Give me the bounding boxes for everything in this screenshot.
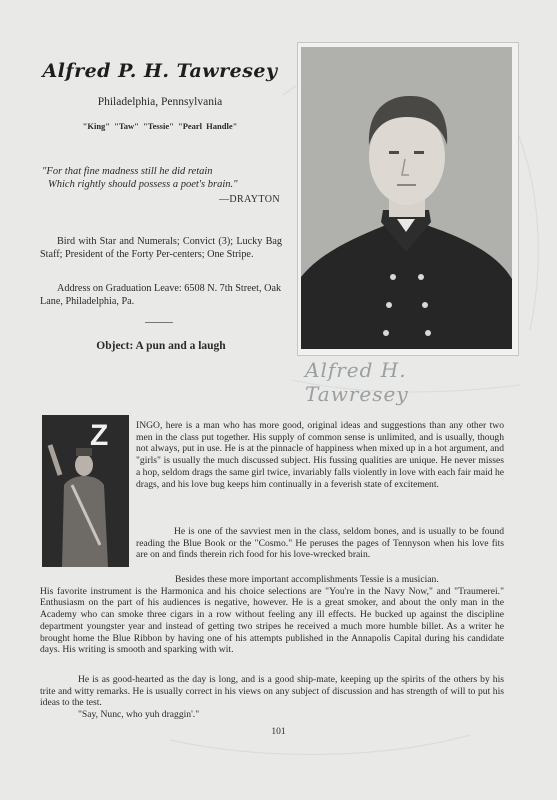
biography-paragraph-3: [40, 574, 504, 656]
paragraph-3-lead: Besides these more important accomplishments Tessie is a musician.: [175, 574, 439, 585]
paragraph-3-body: His favorite instrument is the Harmonica and his choice selections are "You're in the Navy Now," and "Traumerei." Enthusiasm on the part of his audiences is negative, however. He is a great smoker, and about the only man in the Academy who can smoke three cigars in a row without feeling any ill effects. He bucked up against the discipline department youngster year and instead of getting two stripes he received a much more humble billet. As a writer he brought home the Blue Ribbon by having one of his attempts published in the Annapolis Capital during his candidate days. His writing is smooth and sparking with wit.: [40, 585, 504, 656]
signature: Alfred H. Tawresey: [305, 358, 409, 406]
biography-paragraph-4: He is as good-hearted as the day is long, and is a good ship-mate, keeping up the spirits of the others by his trite and witty remarks. He is usually correct in his views on any subject of discussion and has strength of will to put his ideas to the test.: [40, 674, 504, 709]
graduation-address: Address on Graduation Leave: 6508 N. 7th Street, Oak Lane, Philadelphia, Pa.: [40, 283, 282, 307]
portrait-photo: [301, 47, 512, 349]
drop-cap: Z: [90, 419, 109, 452]
biography-paragraph-2: He is one of the savviest men in the class, seldom bones, and is usually to be found reading the Blue Book or the "Cosmo." He peruses the pages of Tennyson when his love fits are on and finds therein rich food for his love-wrecked brain.: [136, 526, 504, 561]
quote-author: —DRAYTON: [219, 194, 280, 205]
hometown: Philadelphia, Pennsylvania: [97, 96, 223, 108]
object-line: Object: A pun and a laugh: [96, 340, 226, 352]
divider-rule: [145, 322, 173, 323]
page-number: 101: [271, 727, 286, 737]
biography-paragraph-1: INGO, here is a man who has more good, original ideas and suggestions than any other two men in the class put together. His supply of common sense is unlimited, and is usually, though not always, put in use. He is at the pinnacle of happiness when mixed up in a hot argument, and "girls" is usually the much discussed subject. His fussing qualities are unique. He never misses a hop, seldom drags the same girl twice, invariably falls violently in love with each fair maid he drags, and his love bug keeps him continually in a feverish state of excitement.: [136, 420, 504, 490]
honors-list: Bird with Star and Numerals; Convict (3); Lucky Bag Staff; President of the Forty Per-centers; One Stripe.: [40, 236, 282, 260]
closing-quote: "Say, Nunc, who yuh draggin'.": [78, 709, 200, 720]
candid-photo: [42, 415, 129, 567]
nicknames: "King" "Taw" "Tessie" "Pearl Handle": [82, 121, 238, 131]
quote-line-2: Which rightly should possess a poet's brain.": [48, 179, 238, 190]
epigraph-quote: [42, 165, 282, 191]
quote-line-1: "For that fine madness still he did retain: [42, 166, 213, 177]
graduate-name: Alfred P. H. Tawresey: [42, 60, 278, 82]
